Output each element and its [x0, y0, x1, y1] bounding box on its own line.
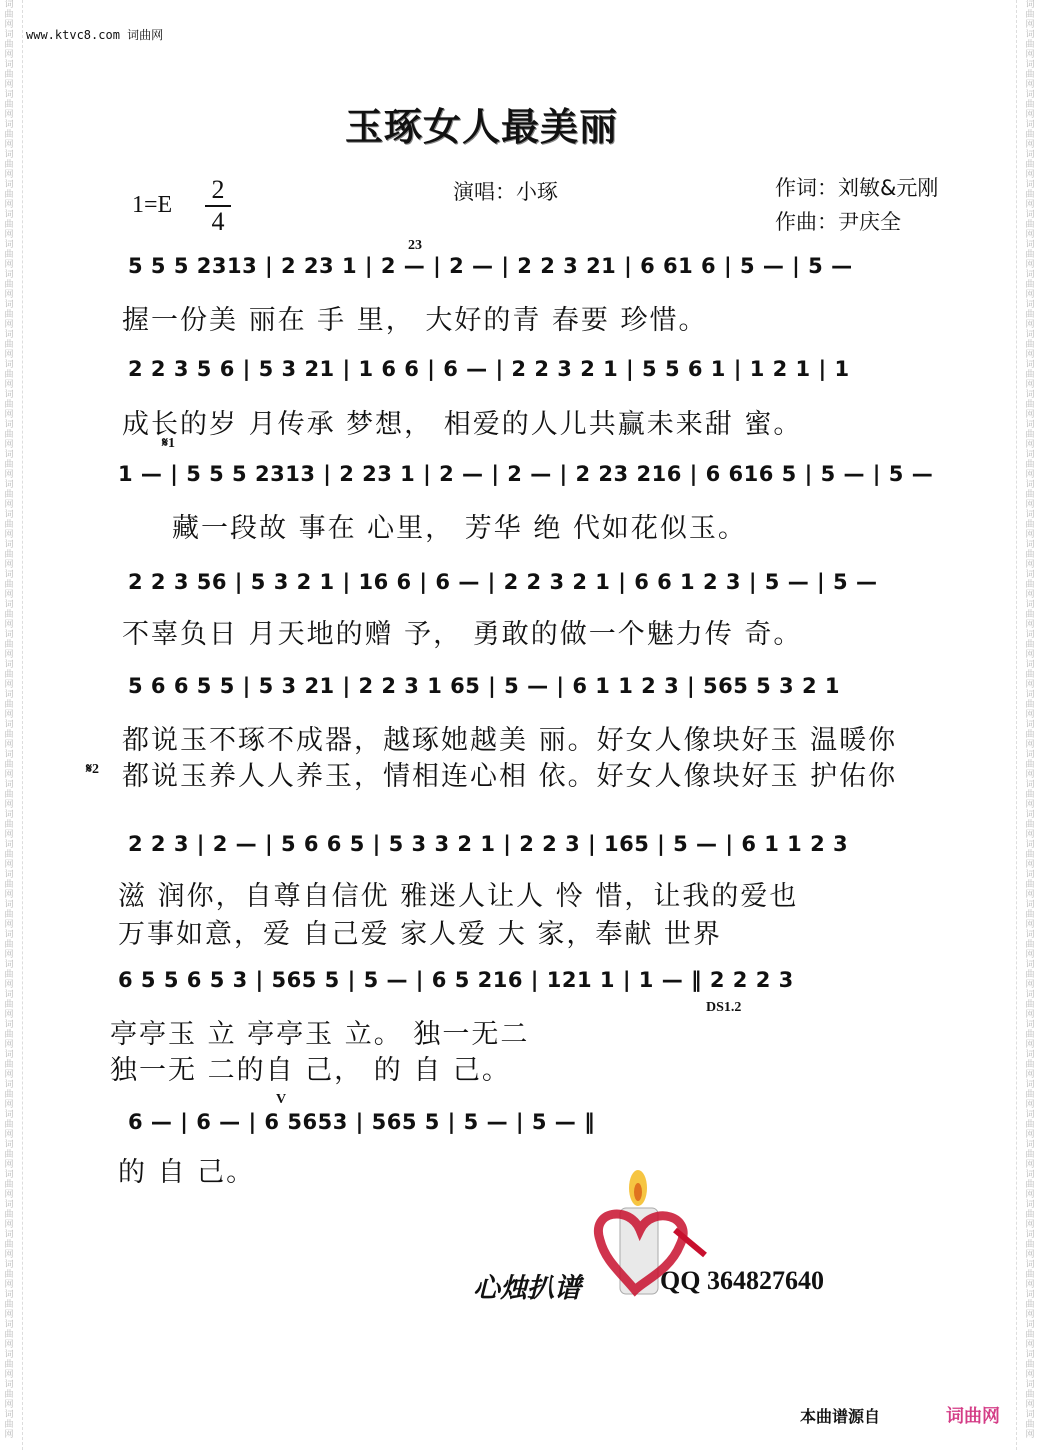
site-header[interactable]: www.ktvc8.com 词曲网 — [26, 28, 164, 42]
source-site-link[interactable]: 词曲网 — [946, 1406, 1000, 1427]
lyric-line-2: 成长的岁 月传承 梦想， 相爱的人儿共赢未来甜 蜜。 — [122, 409, 803, 440]
notation-line-4: 2 2 3 56 | 5 3 2 1 | 16 6 | 6 — | 2 2 3 2 1 | 6 6 1 2 3 | 5 — | 5 — — [128, 570, 878, 594]
source-label: 本曲谱源自 — [800, 1407, 881, 1426]
segno-2: 𝄋2 — [86, 762, 100, 777]
key-signature: 1=E — [132, 192, 173, 218]
right-watermark: 词曲网词曲网词曲网词曲网词曲网词曲网词曲网词曲网词曲网词曲网词曲网词曲网词曲网词曲网词曲网词曲网词曲网词曲网词曲网词曲网词曲网词曲网词曲网词曲网词曲网词曲网词曲网词曲网词曲网词曲网词曲网词曲网词曲网词曲网词曲网词曲网词曲网词曲网词曲网词曲网词曲网词曲网词曲网词曲网词曲网词曲网词曲网词曲网 — [1025, 0, 1035, 1440]
notation-line-8: 6 — | 6 — | 6 5653 | 565 5 | 5 — | 5 — ‖ — [128, 1110, 596, 1134]
lyric-line-1: 握一份美 丽在 手 里， 大好的青 春要 珍惜。 — [122, 305, 708, 336]
singer: 演唱：小琢 — [453, 180, 558, 204]
page-title: 玉琢女人最美丽 — [345, 105, 619, 149]
ds-marker: DS1.2 — [706, 1000, 742, 1015]
lyric-line-3: 藏一段故 事在 心里， 芳华 绝 代如花似玉。 — [172, 513, 747, 544]
lyric-line-6b: 万事如意，爱 自己爱 家人爱 大 家，奉献 世界 — [118, 919, 722, 950]
notation-line-5: 5 6 6 5 5 | 5 3 21 | 2 2 3 1 65 | 5 — | 6 1 1 2 3 | 565 5 3 2 1 — [128, 674, 841, 698]
lyric-line-7b: 独一无 二的自 己， 的 自 己。 — [110, 1055, 511, 1086]
lyric-line-7a: 亭亭玉 立 亭亭玉 立。 独一无二 — [110, 1019, 530, 1050]
lyric-line-5a: 都说玉不琢不成器，越琢她越美 丽。好女人像块好玉 温暖你 — [122, 725, 898, 756]
notation-line-6: 2 2 3 | 2 — | 5 6 6 5 | 5 3 3 2 1 | 2 2 3 | 165 | 5 — | 6 1 1 2 3 — [128, 832, 849, 856]
lyric-line-6a: 滋 润你，自尊自信优 雅迷人让人 怜 惜，让我的爱也 — [118, 881, 799, 912]
lyric-line-4: 不辜负日 月天地的赠 予， 勇敢的做一个魅力传 奇。 — [122, 619, 803, 650]
lyricist: 作词：刘敏&元刚 — [775, 176, 939, 200]
notation-line-7: 6 5 5 6 5 3 | 565 5 | 5 — | 6 5 216 | 121 1 | 1 — ‖ 2 2 2 3 — [118, 968, 794, 992]
logo-text: 心烛扒谱 — [473, 1273, 581, 1304]
notation-line-1: 5 5 5 2313 | 2 23 1 | 2 — | 2 — | 2 2 3 21 | 6 61 6 | 5 — | 5 — — [128, 254, 853, 278]
time-signature — [205, 176, 231, 236]
notation-line-2: 2 2 3 5 6 | 5 3 21 | 1 6 6 | 6 — | 2 2 3 2 1 | 5 5 6 1 | 1 2 1 | 1 — [128, 357, 850, 381]
time-top: 2 — [211, 175, 225, 204]
segno-1: 𝄋1 — [162, 436, 176, 451]
lyric-line-8: 的 自 己。 — [118, 1157, 256, 1188]
notation-line-3: 1 — | 5 5 5 2313 | 2 23 1 | 2 — | 2 — | 2 23 216 | 6 616 5 | 5 — | 5 — — [118, 462, 934, 486]
breath-mark: V — [276, 1092, 287, 1107]
grace-note: 23 — [408, 238, 422, 253]
composer: 作曲：尹庆全 — [775, 210, 901, 234]
lyric-line-5b: 都说玉养人人养玉，情相连心相 依。好女人像块好玉 护佑你 — [122, 761, 898, 792]
time-bottom: 4 — [211, 207, 225, 236]
qq-number: QQ 364827640 — [660, 1266, 824, 1295]
left-watermark: 词曲网词曲网词曲网词曲网词曲网词曲网词曲网词曲网词曲网词曲网词曲网词曲网词曲网词曲网词曲网词曲网词曲网词曲网词曲网词曲网词曲网词曲网词曲网词曲网词曲网词曲网词曲网词曲网词曲网词曲网词曲网词曲网词曲网词曲网词曲网词曲网词曲网词曲网词曲网词曲网词曲网词曲网词曲网词曲网词曲网词曲网词曲网词曲网 — [4, 0, 14, 1440]
